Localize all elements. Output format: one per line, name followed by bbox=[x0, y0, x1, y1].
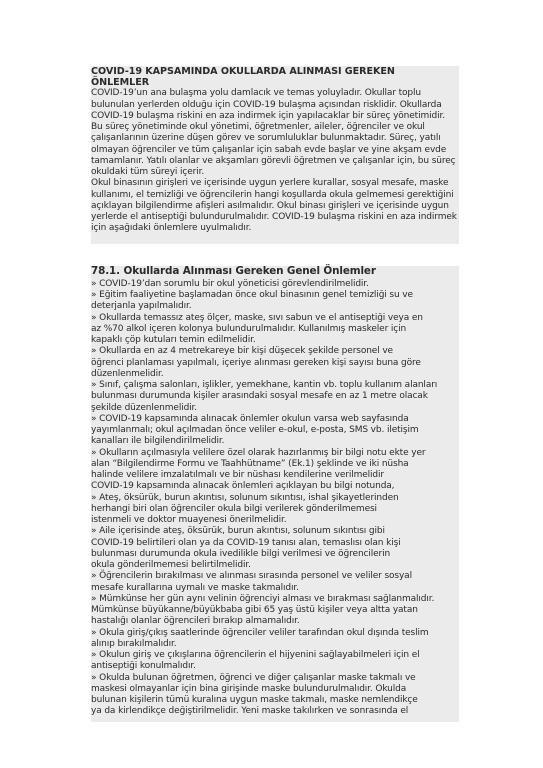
measure-line: » Ateş, öksürük, burun akıntısı, solunum sıkıntısı, ishal şikayetlerinden bbox=[91, 493, 399, 503]
intro-text-line: okuldaki tüm süreyi içerir. bbox=[91, 167, 205, 177]
measure-line: » Eğitim faaliyetine başlamadan önce okul binasının genel temizliği su ve bbox=[91, 290, 413, 300]
measure-line: bulunması durumunda kişiler arasındaki sosyal mesafe en az 1 metre olacak bbox=[91, 391, 428, 401]
measures-block bbox=[91, 266, 459, 722]
measure-line: » Okula giriş/çıkış saatlerinde öğrenciler veliler tarafından okul dışında teslim bbox=[91, 628, 429, 638]
intro-text-line: tamamlanır. Yatılı olanlar ve akşamları görevli öğretmen ve çalışanlar için, bu süreç bbox=[91, 156, 456, 166]
intro-text-line: çalışanlarının üzerine düşen görev ve sorumluluklar bulunmaktadır. Süreç, yatılı bbox=[91, 133, 441, 143]
measure-line: az %70 alkol içeren kolonya bulundurulmalıdır. Kullanılmış maskeler için bbox=[91, 324, 407, 334]
measure-line: mesafe kurallarına uymalı ve maske takmalıdır. bbox=[91, 583, 299, 593]
intro-text-line: olmayan öğrenciler ve tüm çalışanlar için sabah evde başlar ve yine akşam evde bbox=[91, 145, 447, 155]
measure-line: COVID-19 belirtileri olan ya da COVID-19 tanısı alan, temaslısı olan kişi bbox=[91, 538, 401, 548]
measure-line: kanalları ile bilgilendirilmelidir. bbox=[91, 436, 225, 446]
intro-text-line: açıklayan bilgilendirme afişleri asılmalıdır. Okul binası girişleri ve içerisinde uygun bbox=[91, 201, 449, 211]
intro-text-line: kullanımı, el temizliği ve öğrencilerin hangi koşullarda okula gelmemesi gerektiğini bbox=[91, 190, 454, 200]
measure-line: » Okullarda en az 4 metrekareye bir kişi düşecek şekilde personel ve bbox=[91, 346, 393, 356]
intro-text-line: Okul binasının girişleri ve içerisinde uygun yerlere kurallar, sosyal mesafe, maske bbox=[91, 178, 449, 188]
measure-line: istenmeli ve doktor muayenesi önerilmelidir. bbox=[91, 515, 287, 525]
measure-line: antiseptiği konulmalıdır. bbox=[91, 661, 196, 671]
measure-line: » Aile içerisinde ateş, öksürük, burun akıntısı, solunum sıkıntısı gibi bbox=[91, 526, 385, 536]
measure-line: » Mümkünse her gün aynı velinin öğrenciyi alması ve bırakması sağlanmalıdır. bbox=[91, 594, 435, 604]
measure-line: kapaklı çöp kutuları temin edilmelidir. bbox=[91, 335, 256, 345]
measure-line: » Okulun giriş ve çıkışlarına öğrencilerin el hijyenini sağlayabilmeleri için el bbox=[91, 650, 420, 660]
intro-text-line: yerlerde el antiseptiği bulundurulmalıdır. COVID-19 bulaşma riskini en aza indirmek bbox=[91, 212, 457, 222]
measure-line: ya da kirlendikçe değiştirilmelidir. Yeni maske takılırken ve sonrasında el bbox=[91, 706, 409, 716]
intro-text-line: bulunulan yerlerden olduğu için COVID-19 bulaşma açısından risklidir. Okullarda bbox=[91, 100, 442, 110]
measure-line: bulunan kişilerin tümü kuralına uygun maske takmalı, maske nemlendikçe bbox=[91, 695, 418, 705]
intro-text-line: COVID-19’un ana bulaşma yolu damlacık ve temas yoluyladır. Okullar toplu bbox=[91, 88, 421, 98]
section-heading: 78.1. Okullarda Alınması Gereken Genel Önlemler bbox=[91, 265, 376, 277]
measure-line: maskesi olmayanlar için bina girişinde maske bulundurulmalıdır. Okulda bbox=[91, 684, 407, 694]
measure-line: » Öğrencilerin bırakılması ve alınması sırasında personel ve veliler sosyal bbox=[91, 571, 412, 581]
measure-line: deterjanla yapılmalıdır. bbox=[91, 301, 192, 311]
measure-line: herhangi biri olan öğrenciler okula bilgi verilerek gönderilmemesi bbox=[91, 504, 377, 514]
measure-line: okula gönderilmemesi belirtilmelidir. bbox=[91, 560, 251, 570]
intro-text-line: için aşağıdaki önlemlere uyulmalıdır. bbox=[91, 223, 252, 233]
measure-line: alınıp bırakılmalıdır. bbox=[91, 639, 177, 649]
measure-line: » COVID-19’dan sorumlu bir okul yöneticisi görevlendirilmelidir. bbox=[91, 279, 369, 289]
measure-line: yayımlanmalı; okul açılmadan önce veliler e-okul, e-posta, SMS vb. iletişim bbox=[91, 425, 419, 435]
measure-line: alan “Bilgilendirme Formu ve Taahhütname” (Ek.1) şeklinde ve iki nüsha bbox=[91, 459, 409, 469]
measure-line: » Okullarda temassız ateş ölçer, maske, sıvı sabun ve el antiseptiği veya en bbox=[91, 313, 423, 323]
measure-line: şekilde düzenlenmelidir. bbox=[91, 403, 198, 413]
measure-line: » Okulda bulunan öğretmen, öğrenci ve diğer çalışanlar maske takmalı ve bbox=[91, 673, 416, 683]
intro-title-line-2: ÖNLEMLER bbox=[91, 77, 150, 88]
intro-block bbox=[91, 66, 459, 244]
measure-line: » COVID-19 kapsamında alınacak önlemler okulun varsa web sayfasında bbox=[91, 414, 409, 424]
measure-line: hastalığı olanlar öğrencileri bırakıp almamalıdır. bbox=[91, 616, 300, 626]
measure-line: düzenlenmelidir. bbox=[91, 369, 164, 379]
measure-line: bulunması durumunda okula ivedilikle bilgi verilmesi ve öğrencilerin bbox=[91, 549, 391, 559]
measure-line: » Okulların açılmasıyla velilere özel olarak hazırlanmış bir bilgi notu ekte yer bbox=[91, 448, 426, 458]
measure-line: COVID-19 kapsamında alınacak önlemleri açıklayan bu bilgi notunda, bbox=[91, 481, 395, 491]
intro-title-line-1: COVID-19 KAPSAMINDA OKULLARDA ALINMASI GEREKEN bbox=[91, 66, 395, 77]
measure-line: Mümkünse büyükanne/büyükbaba gibi 65 yaş üstü kişiler veya altta yatan bbox=[91, 605, 418, 615]
measure-line: halinde velilere imzalatılmalı ve bir nüshası kendilerine verilmelidir bbox=[91, 470, 384, 480]
measure-line: » Sınıf, çalışma salonları, işlikler, yemekhane, kantin vb. toplu kullanım alanları bbox=[91, 380, 438, 390]
intro-text-line: COVID-19 bulaşma riskini en aza indirmek için yapılacaklar bir süreç yönetimidir. bbox=[91, 111, 445, 121]
intro-text-line: Bu süreç yönetiminde okul yönetimi, öğretmenler, aileler, öğrenciler ve okul bbox=[91, 122, 425, 132]
measure-line: öğrenci planlaması yapılmalı, içeriye alınması gereken kişi sayısı buna göre bbox=[91, 358, 421, 368]
